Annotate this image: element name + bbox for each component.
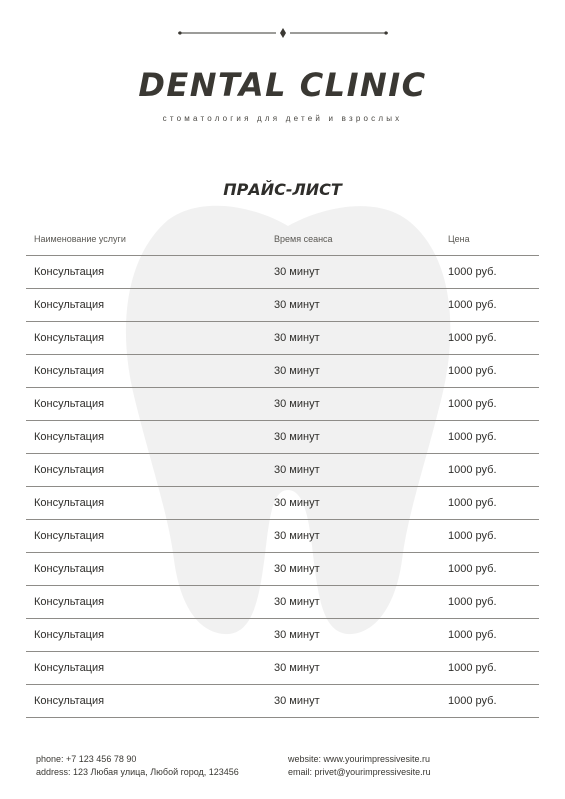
table-row bbox=[26, 652, 539, 685]
service-name: Консультация bbox=[34, 464, 105, 476]
service-price: 1000 руб. bbox=[448, 464, 497, 476]
session-time: 30 минут bbox=[274, 629, 320, 641]
table-row bbox=[26, 355, 539, 388]
table-row bbox=[26, 553, 539, 586]
session-time: 30 минут bbox=[274, 299, 320, 311]
table-row bbox=[26, 586, 539, 619]
footer-email: email: privet@yourimpressivesite.ru bbox=[288, 767, 431, 777]
column-header-price: Цена bbox=[448, 234, 470, 244]
service-price: 1000 руб. bbox=[448, 629, 497, 641]
price-table bbox=[26, 226, 539, 718]
service-name: Консультация bbox=[34, 431, 105, 443]
table-header-row bbox=[26, 226, 539, 256]
session-time: 30 минут bbox=[274, 464, 320, 476]
service-name: Консультация bbox=[34, 332, 105, 344]
footer-contacts bbox=[36, 753, 239, 779]
service-price: 1000 руб. bbox=[448, 299, 497, 311]
session-time: 30 минут bbox=[274, 332, 320, 344]
column-header-duration: Время сеанса bbox=[274, 234, 333, 244]
service-name: Консультация bbox=[34, 365, 105, 377]
service-price: 1000 руб. bbox=[448, 398, 497, 410]
service-name: Консультация bbox=[34, 662, 105, 674]
service-name: Консультация bbox=[34, 563, 105, 575]
session-time: 30 минут bbox=[274, 662, 320, 674]
service-name: Консультация bbox=[34, 596, 105, 608]
service-price: 1000 руб. bbox=[448, 332, 497, 344]
footer-online bbox=[288, 753, 431, 779]
table-row bbox=[26, 520, 539, 553]
service-price: 1000 руб. bbox=[448, 596, 497, 608]
table-row bbox=[26, 322, 539, 355]
session-time: 30 минут bbox=[274, 563, 320, 575]
service-price: 1000 руб. bbox=[448, 497, 497, 509]
session-time: 30 минут bbox=[274, 530, 320, 542]
service-name: Консультация bbox=[34, 695, 105, 707]
session-time: 30 минут bbox=[274, 266, 320, 278]
table-row bbox=[26, 388, 539, 421]
table-row bbox=[26, 421, 539, 454]
service-price: 1000 руб. bbox=[448, 266, 497, 278]
clinic-brand-title: DENTAL CLINIC bbox=[138, 66, 427, 104]
session-time: 30 минут bbox=[274, 365, 320, 377]
table-row bbox=[26, 487, 539, 520]
service-price: 1000 руб. bbox=[448, 662, 497, 674]
session-time: 30 минут bbox=[274, 497, 320, 509]
service-name: Консультация bbox=[34, 266, 105, 278]
table-row bbox=[26, 256, 539, 289]
service-name: Консультация bbox=[34, 497, 105, 509]
table-row bbox=[26, 619, 539, 652]
footer-address: address: 123 Любая улица, Любой город, 123456 bbox=[36, 767, 239, 777]
service-price: 1000 руб. bbox=[448, 695, 497, 707]
column-header-service: Наименование услуги bbox=[34, 234, 126, 244]
footer-phone: phone: +7 123 456 78 90 bbox=[36, 754, 137, 764]
table-row bbox=[26, 454, 539, 487]
table-row bbox=[26, 289, 539, 322]
service-name: Консультация bbox=[34, 530, 105, 542]
footer-website: website: www.yourimpressivesite.ru bbox=[288, 754, 431, 764]
service-name: Консультация bbox=[34, 629, 105, 641]
service-price: 1000 руб. bbox=[448, 530, 497, 542]
service-price: 1000 руб. bbox=[448, 365, 497, 377]
service-price: 1000 руб. bbox=[448, 431, 497, 443]
session-time: 30 минут bbox=[274, 398, 320, 410]
divider-ornament-icon bbox=[178, 28, 388, 38]
session-time: 30 минут bbox=[274, 431, 320, 443]
session-time: 30 минут bbox=[274, 596, 320, 608]
service-price: 1000 руб. bbox=[448, 563, 497, 575]
service-name: Консультация bbox=[34, 398, 105, 410]
session-time: 30 минут bbox=[274, 695, 320, 707]
price-list-title: ПРАЙС-ЛИСТ bbox=[223, 180, 342, 199]
clinic-tagline: стоматология для детей и взрослых bbox=[162, 114, 403, 123]
table-row bbox=[26, 685, 539, 718]
service-name: Консультация bbox=[34, 299, 105, 311]
